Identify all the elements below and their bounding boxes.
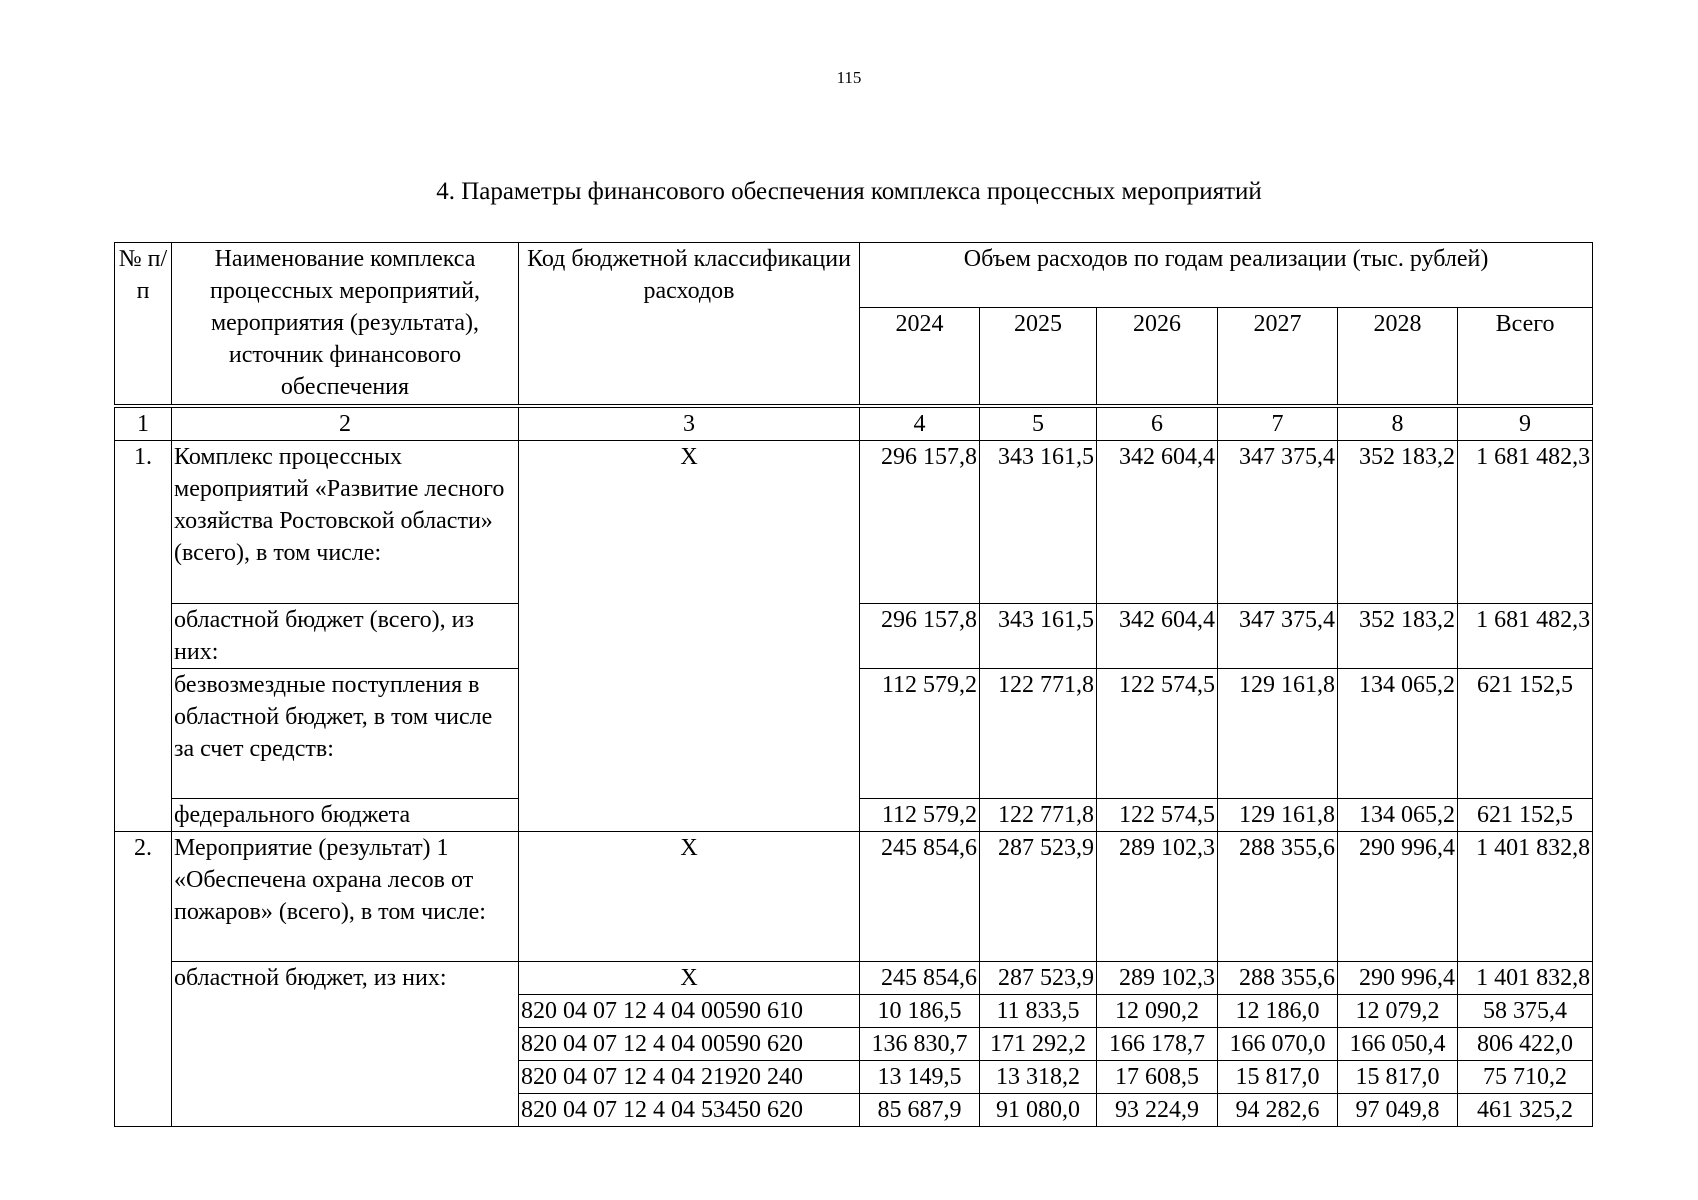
value-2026: 17 608,5: [1097, 1060, 1218, 1093]
value-2026: 166 178,7: [1097, 1027, 1218, 1060]
value-2025: 287 523,9: [980, 961, 1097, 994]
value-total: 1 401 832,8: [1458, 831, 1593, 961]
table-row: [115, 831, 1593, 961]
budget-code: 820 04 07 12 4 04 21920 240: [519, 1060, 860, 1093]
value-2027: 288 355,6: [1218, 831, 1338, 961]
value-2026: 342 604,4: [1097, 603, 1218, 668]
value-2025: 11 833,5: [980, 994, 1097, 1027]
value-2026: 122 574,5: [1097, 668, 1218, 798]
row-name: федерального бюджета: [172, 798, 519, 831]
row-code: Х: [519, 831, 860, 961]
value-2025: 343 161,5: [980, 603, 1097, 668]
row-number: 2.: [115, 831, 172, 1126]
value-2027: 129 161,8: [1218, 668, 1338, 798]
header-year: 2025: [980, 308, 1097, 406]
value-2027: 166 070,0: [1218, 1027, 1338, 1060]
value-2027: 129 161,8: [1218, 798, 1338, 831]
value-2027: 347 375,4: [1218, 603, 1338, 668]
row-name: областной бюджет, из них:: [172, 961, 519, 1126]
value-2028: 134 065,2: [1338, 668, 1458, 798]
header-year: 2024: [860, 308, 980, 406]
value-2027: 15 817,0: [1218, 1060, 1338, 1093]
header-code: Код бюджетной классификации расходов: [519, 243, 860, 406]
value-total: 621 152,5: [1458, 668, 1593, 798]
budget-code: 820 04 07 12 4 04 00590 610: [519, 994, 860, 1027]
value-2026: 122 574,5: [1097, 798, 1218, 831]
value-2025: 91 080,0: [980, 1093, 1097, 1126]
row-name: Комплекс процессных мероприятий «Развитие лесного хозяйства Ростовской области» (всего), в том числе:: [172, 440, 519, 603]
column-number: 7: [1218, 406, 1338, 441]
value-2026: 289 102,3: [1097, 831, 1218, 961]
value-2027: 12 186,0: [1218, 994, 1338, 1027]
page-title: 4. Параметры финансового обеспечения комплекса процессных мероприятий: [436, 178, 1262, 205]
value-total: 58 375,4: [1458, 994, 1593, 1027]
value-2024: 85 687,9: [860, 1093, 980, 1126]
column-number: 8: [1338, 406, 1458, 441]
value-2026: 12 090,2: [1097, 994, 1218, 1027]
value-2028: 166 050,4: [1338, 1027, 1458, 1060]
value-2024: 10 186,5: [860, 994, 980, 1027]
value-2026: 289 102,3: [1097, 961, 1218, 994]
column-number: 4: [860, 406, 980, 441]
value-total: 461 325,2: [1458, 1093, 1593, 1126]
value-total: 1 681 482,3: [1458, 440, 1593, 603]
value-2028: 352 183,2: [1338, 603, 1458, 668]
header-year: 2028: [1338, 308, 1458, 406]
value-2025: 13 318,2: [980, 1060, 1097, 1093]
header-total: Всего: [1458, 308, 1593, 406]
table-row: [115, 961, 1593, 994]
header-volume: Объем расходов по годам реализации (тыс. рублей): [860, 243, 1593, 308]
budget-code: 820 04 07 12 4 04 00590 620: [519, 1027, 860, 1060]
header-year: 2027: [1218, 308, 1338, 406]
value-total: 806 422,0: [1458, 1027, 1593, 1060]
value-2025: 287 523,9: [980, 831, 1097, 961]
value-2025: 343 161,5: [980, 440, 1097, 603]
row-name: безвозмездные поступления в областной бюджет, в том числе за счет средств:: [172, 668, 519, 798]
row-name: Мероприятие (результат) 1 «Обеспечена охрана лесов от пожаров» (всего), в том числе:: [172, 831, 519, 961]
value-total: 621 152,5: [1458, 798, 1593, 831]
financing-table: [114, 242, 1593, 1127]
value-2024: 112 579,2: [860, 798, 980, 831]
row-code: Х: [519, 440, 860, 831]
column-number: 1: [115, 406, 172, 441]
value-2028: 134 065,2: [1338, 798, 1458, 831]
row-code: Х: [519, 961, 860, 994]
value-2026: 93 224,9: [1097, 1093, 1218, 1126]
value-2028: 15 817,0: [1338, 1060, 1458, 1093]
value-2025: 171 292,2: [980, 1027, 1097, 1060]
value-total: 1 681 482,3: [1458, 603, 1593, 668]
value-2025: 122 771,8: [980, 798, 1097, 831]
column-number: 5: [980, 406, 1097, 441]
header-year: 2026: [1097, 308, 1218, 406]
column-number: 9: [1458, 406, 1593, 441]
value-2027: 347 375,4: [1218, 440, 1338, 603]
value-total: 75 710,2: [1458, 1060, 1593, 1093]
page-number: 115: [836, 68, 862, 87]
value-2028: 12 079,2: [1338, 994, 1458, 1027]
value-2024: 13 149,5: [860, 1060, 980, 1093]
value-2024: 245 854,6: [860, 831, 980, 961]
value-2025: 122 771,8: [980, 668, 1097, 798]
value-2024: 296 157,8: [860, 603, 980, 668]
column-number: 2: [172, 406, 519, 441]
value-2026: 342 604,4: [1097, 440, 1218, 603]
budget-code: 820 04 07 12 4 04 53450 620: [519, 1093, 860, 1126]
value-2028: 290 996,4: [1338, 831, 1458, 961]
value-total: 1 401 832,8: [1458, 961, 1593, 994]
column-number: 6: [1097, 406, 1218, 441]
value-2028: 97 049,8: [1338, 1093, 1458, 1126]
table-row: [115, 440, 1593, 603]
value-2024: 296 157,8: [860, 440, 980, 603]
value-2024: 136 830,7: [860, 1027, 980, 1060]
value-2028: 352 183,2: [1338, 440, 1458, 603]
value-2024: 245 854,6: [860, 961, 980, 994]
header-name: Наименование комплекса процессных мероприятий, мероприятия (результата), источник финансового обеспечения: [172, 243, 519, 406]
row-number: 1.: [115, 440, 172, 831]
value-2027: 94 282,6: [1218, 1093, 1338, 1126]
value-2028: 290 996,4: [1338, 961, 1458, 994]
value-2027: 288 355,6: [1218, 961, 1338, 994]
value-2024: 112 579,2: [860, 668, 980, 798]
row-name: областной бюджет (всего), из них:: [172, 603, 519, 668]
header-no: № п/п: [115, 243, 172, 406]
column-number: 3: [519, 406, 860, 441]
